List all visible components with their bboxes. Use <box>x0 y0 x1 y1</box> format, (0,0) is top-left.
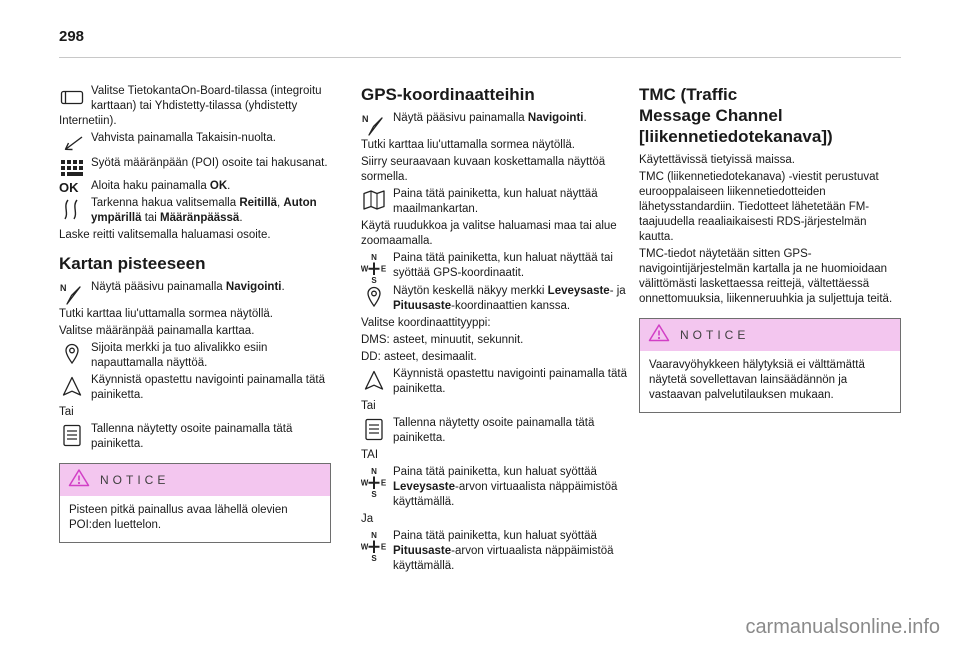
instruction-text: Käynnistä opastettu navigointi painamalla tätä painiketta. <box>393 368 627 395</box>
road-icon <box>59 196 91 221</box>
paragraph: Ja <box>361 513 374 525</box>
heading-line: TMC (Traffic <box>639 85 738 104</box>
svg-text:W: W <box>361 542 369 552</box>
instruction-text: Syötä määränpään (POI) osoite tai hakusanat. <box>91 157 328 169</box>
paragraph: TAI <box>361 449 379 461</box>
notice-box <box>59 463 331 543</box>
section-heading: Kartan pisteeseen <box>59 254 206 273</box>
instruction-item <box>361 251 629 284</box>
instruction-text: Näytä pääsivu painamalla Navigointi. <box>91 281 285 293</box>
instruction-item <box>361 187 629 217</box>
paragraph: Käytä ruudukkoa ja valitse haluamasi maa tai alue zoomaamalla. <box>361 220 617 247</box>
section-heading: GPS-koordinaatteihin <box>361 85 535 104</box>
instruction-item <box>361 367 629 397</box>
paragraph: Tutki karttaa liu'uttamalla sormea näytöllä. <box>361 139 575 151</box>
paragraph: Laske reitti valitsemalla haluamasi osoite. <box>59 229 271 241</box>
svg-text:W: W <box>361 264 369 274</box>
instruction-item <box>361 416 629 446</box>
svg-text:W: W <box>361 478 369 488</box>
svg-text:S: S <box>371 276 377 284</box>
pin-icon <box>59 341 91 366</box>
instruction-item <box>59 373 331 403</box>
column-1 <box>59 84 331 543</box>
warning-icon <box>648 323 670 347</box>
instruction-text: Näytön keskellä näkyy merkki Leveysaste- ja Pituusaste-koordinaattien kanssa. <box>393 285 626 312</box>
pin-icon <box>361 284 393 309</box>
notice-box <box>639 318 901 413</box>
paragraph: Tai <box>59 406 74 418</box>
paragraph: Tai <box>361 400 376 412</box>
page-number: 298 <box>59 28 85 45</box>
svg-text:S: S <box>371 490 377 498</box>
svg-text:N: N <box>60 283 67 293</box>
svg-text:E: E <box>380 542 387 552</box>
compass-icon <box>361 529 393 562</box>
notice-body: Vaaravyöhykkeen hälytyksiä ei välttämättä näytetä sovellettavan lainsäädännön ja vastaavan palvelutilauksen mukaan. <box>649 359 865 401</box>
instruction-text: Aloita haku painamalla OK. <box>91 180 231 192</box>
svg-text:N: N <box>371 531 377 540</box>
heading-line: Message Channel <box>639 106 783 125</box>
section-heading <box>639 84 901 147</box>
instruction-item <box>361 111 629 126</box>
keyboard-icon <box>59 156 91 179</box>
instruction-item <box>361 465 629 510</box>
instruction-item <box>59 341 331 371</box>
compass-icon <box>361 465 393 498</box>
column-3 <box>639 84 901 413</box>
instruction-text: Paina tätä painiketta, kun haluat näyttää maailmankartan. <box>393 188 598 215</box>
instruction-item <box>361 284 629 314</box>
instruction-text: Paina tätä painiketta, kun haluat näyttää tai syöttää GPS-koordinaatit. <box>393 252 613 279</box>
instruction-item <box>59 156 331 171</box>
paragraph: Valitse määränpää painamalla karttaa. <box>59 325 255 337</box>
svg-text:S: S <box>371 554 377 562</box>
paragraph: Tutki karttaa liu'uttamalla sormea näytöllä. <box>59 308 273 320</box>
instruction-text: Sijoita merkki ja tuo alivalikko esiin napauttamalla näyttöä. <box>91 342 268 369</box>
svg-text:N: N <box>371 467 377 476</box>
svg-text:E: E <box>380 264 387 274</box>
heading-line: [liikennetiedotekanava]) <box>639 127 833 146</box>
svg-text:N: N <box>362 114 369 124</box>
instruction-item <box>59 84 331 129</box>
instruction-item <box>59 280 331 295</box>
watermark-text: carmanualsonline.info <box>745 616 940 638</box>
instruction-text: Paina tätä painiketta, kun haluat syöttää Leveysaste-arvon virtuaalista näppäimistöä käyttämällä. <box>393 466 618 508</box>
instruction-item <box>59 179 331 194</box>
notice-title: NOTICE <box>100 472 170 487</box>
paragraph: DMS: asteet, minuutit, sekunnit. <box>361 334 524 346</box>
notice-body: Pisteen pitkä painallus avaa lähellä olevien POI:den luettelon. <box>69 504 288 531</box>
notice-header <box>640 319 900 351</box>
paragraph: DD: asteet, desimaalit. <box>361 351 477 363</box>
navigation-icon <box>59 280 91 307</box>
world-map-icon <box>361 187 393 212</box>
instruction-text: Tallenna näytetty osoite painamalla tätä painiketta. <box>393 417 595 444</box>
database-card-icon <box>59 84 91 109</box>
warning-icon <box>68 468 90 492</box>
instruction-text: Tarkenna hakua valitsemalla Reitillä, Auton ympärillä tai Määränpäässä. <box>91 197 317 224</box>
guidance-arrow-icon <box>361 367 393 392</box>
instruction-text: Valitse TietokantaOn-Board-tilassa (integroitu karttaan) tai Yhdistetty-tilassa (yhdistetty Internetiin). <box>59 85 322 127</box>
save-icon <box>59 422 91 447</box>
instruction-item <box>361 529 629 574</box>
paragraph: Siirry seuraavaan kuvaan koskettamalla näyttöä sormella. <box>361 156 606 183</box>
navigation-icon <box>361 111 393 138</box>
svg-text:E: E <box>380 478 387 488</box>
instruction-text: Tallenna näytetty osoite painamalla tätä painiketta. <box>91 423 293 450</box>
instruction-text: Paina tätä painiketta, kun haluat syöttää Pituusaste-arvon virtuaalista näppäimistöä käyttämällä. <box>393 530 614 572</box>
instruction-text: Näytä pääsivu painamalla Navigointi. <box>393 112 587 124</box>
back-arrow-icon <box>59 131 91 156</box>
paragraph: TMC-tiedot näytetään sitten GPS-navigointijärjestelmän kartalla ja ne huomioidaan välittömästi laskettaessa reittejä, vältettäessä onnettomuuksia, liikenneruuhkia ja suljettuja teitä. <box>639 248 893 305</box>
save-icon <box>361 416 393 441</box>
instruction-text: Vahvista painamalla Takaisin-nuolta. <box>91 132 276 144</box>
notice-header <box>60 464 330 496</box>
paragraph: Valitse koordinaattityyppi: <box>361 317 491 329</box>
paragraph: TMC (liikennetiedotekanava) -viestit perustuvat eurooppalaiseen liikennetiedotteiden lähetysstandardiin. Tiedotteet lähetetään FM-taajuudella reaaliaikaisesti RDS-järjestelmän kautta. <box>639 171 879 243</box>
header-divider <box>59 57 901 58</box>
instruction-item <box>59 196 331 226</box>
notice-title: NOTICE <box>680 327 750 342</box>
instruction-text: Käynnistä opastettu navigointi painamalla tätä painiketta. <box>91 374 325 401</box>
instruction-item <box>59 131 331 146</box>
guidance-arrow-icon <box>59 373 91 398</box>
column-2 <box>361 84 629 576</box>
page-content <box>59 84 901 576</box>
ok-button-label: OK <box>59 180 79 195</box>
instruction-item <box>59 422 331 452</box>
compass-icon <box>361 251 393 284</box>
svg-text:N: N <box>371 253 377 262</box>
paragraph: Käytettävissä tietyissä maissa. <box>639 154 795 166</box>
